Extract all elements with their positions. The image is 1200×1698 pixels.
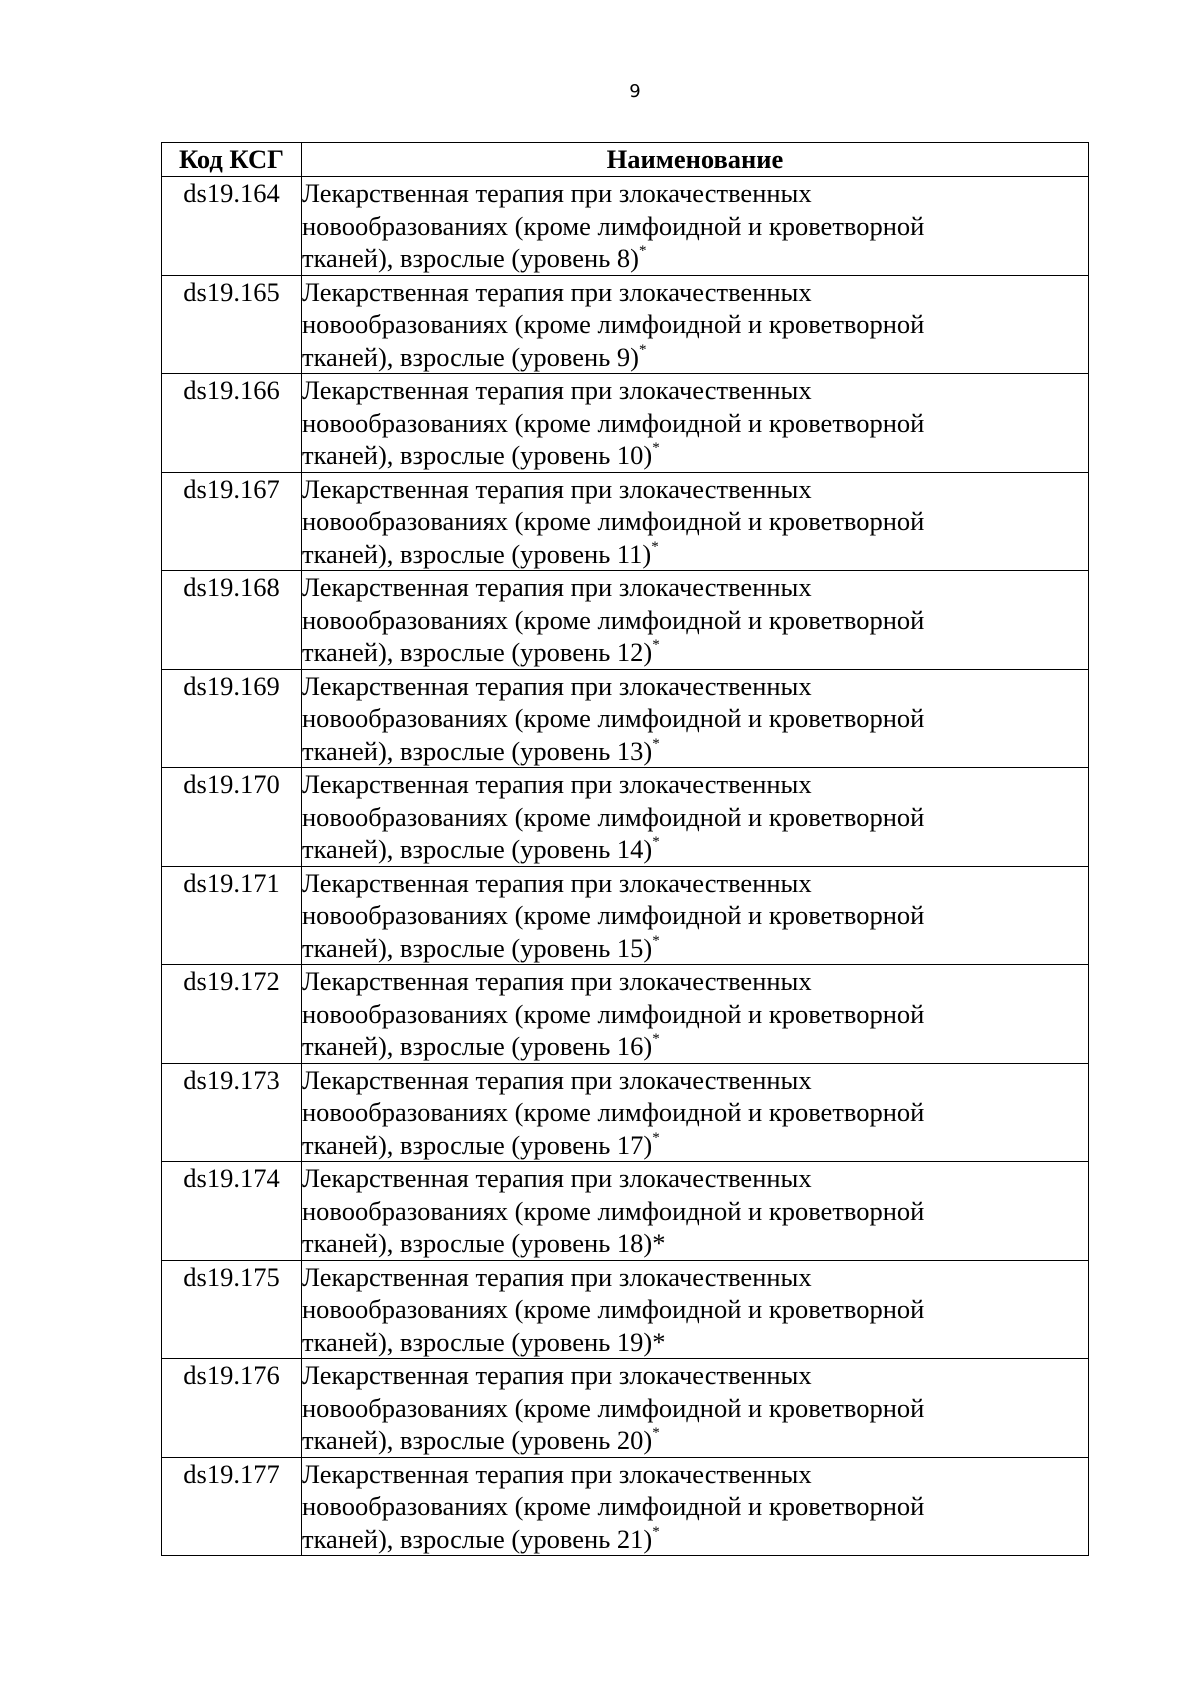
name-line-3-wrap bbox=[302, 242, 1088, 275]
table-row bbox=[162, 472, 1089, 571]
ksg-name-cell bbox=[302, 1359, 1089, 1458]
ksg-code-cell bbox=[162, 1162, 302, 1261]
name-line-3: тканей), взрослые (уровень 19) bbox=[302, 1326, 653, 1357]
ksg-code: ds19.172 bbox=[183, 966, 280, 996]
name-line-2: новообразованиях (кроме лимфоидной и кроветворной bbox=[302, 703, 925, 733]
name-line-2: новообразованиях (кроме лимфоидной и кроветворной bbox=[302, 1195, 925, 1226]
ksg-code: ds19.167 bbox=[183, 473, 280, 504]
table-row bbox=[162, 768, 1089, 867]
table-row bbox=[162, 669, 1089, 768]
ksg-name-cell bbox=[302, 965, 1089, 1064]
ksg-name-cell bbox=[302, 1457, 1089, 1556]
footnote-mark: * bbox=[652, 932, 660, 949]
name-line-3-wrap bbox=[302, 1424, 1088, 1457]
footnote-mark: * bbox=[652, 1326, 666, 1357]
ksg-table bbox=[161, 142, 1089, 1556]
name-line-3: тканей), взрослые (уровень 20) bbox=[302, 1425, 653, 1455]
name-line-2: новообразованиях (кроме лимфоидной и кроветворной bbox=[302, 407, 925, 438]
name-line-3: тканей), взрослые (уровень 13) bbox=[302, 735, 653, 766]
name-line-2: новообразованиях (кроме лимфоидной и кроветворной bbox=[302, 900, 925, 930]
footnote-mark: * bbox=[652, 1129, 660, 1146]
name-line-3-wrap bbox=[302, 735, 1088, 768]
name-line-2: новообразованиях (кроме лимфоидной и кроветворной bbox=[302, 1097, 925, 1127]
table-row bbox=[162, 571, 1089, 670]
ksg-code-cell bbox=[162, 177, 302, 276]
footnote-mark: * bbox=[652, 834, 660, 850]
table-row bbox=[162, 1260, 1089, 1359]
name-line-3-wrap bbox=[302, 439, 1088, 472]
name-line-3: тканей), взрослые (уровень 15) bbox=[302, 932, 653, 963]
footnote-mark: * bbox=[652, 1228, 666, 1258]
footnote-mark: * bbox=[652, 637, 660, 653]
ksg-code: ds19.166 bbox=[183, 375, 280, 405]
name-line-3-wrap bbox=[302, 1129, 1088, 1162]
name-line-1: Лекарственная терапия при злокачественных bbox=[302, 1360, 812, 1390]
name-line-3: тканей), взрослые (уровень 12) bbox=[302, 637, 653, 667]
footnote-mark: * bbox=[652, 1031, 660, 1047]
ksg-code: ds19.169 bbox=[183, 670, 280, 701]
ksg-name-cell bbox=[302, 866, 1089, 965]
name-line-3: тканей), взрослые (уровень 8) bbox=[302, 243, 639, 273]
name-line-3: тканей), взрослые (уровень 11) bbox=[302, 538, 652, 569]
ksg-code-cell bbox=[162, 965, 302, 1064]
name-line-1: Лекарственная терапия при злокачественных bbox=[302, 375, 812, 405]
name-line-3-wrap bbox=[302, 932, 1088, 965]
table-row bbox=[162, 177, 1089, 276]
name-line-1: Лекарственная терапия при злокачественных bbox=[302, 473, 812, 504]
name-line-1: Лекарственная терапия при злокачественных bbox=[302, 1163, 812, 1193]
ksg-code: ds19.174 bbox=[183, 1163, 280, 1193]
ksg-code: ds19.170 bbox=[183, 769, 280, 799]
name-line-2: новообразованиях (кроме лимфоидной и кроветворной bbox=[302, 1392, 925, 1423]
footnote-mark: * bbox=[652, 1425, 660, 1441]
name-line-1: Лекарственная терапия при злокачественных bbox=[302, 1064, 812, 1095]
page-number: 9 bbox=[629, 81, 641, 102]
table-row bbox=[162, 866, 1089, 965]
ksg-code-cell bbox=[162, 571, 302, 670]
name-line-2: новообразованиях (кроме лимфоидной и кроветворной bbox=[302, 506, 925, 536]
ksg-name-cell bbox=[302, 1162, 1089, 1261]
name-line-3: тканей), взрослые (уровень 18) bbox=[302, 1228, 653, 1258]
name-line-3-wrap bbox=[302, 538, 1088, 571]
ksg-name-cell bbox=[302, 275, 1089, 374]
name-line-3: тканей), взрослые (уровень 10) bbox=[302, 440, 653, 470]
ksg-code-cell bbox=[162, 1063, 302, 1162]
name-line-2: новообразованиях (кроме лимфоидной и кроветворной bbox=[302, 309, 925, 339]
table-row bbox=[162, 374, 1089, 473]
footnote-mark: * bbox=[651, 538, 659, 555]
table-row bbox=[162, 1162, 1089, 1261]
footnote-mark: * bbox=[639, 341, 647, 358]
ksg-code: ds19.175 bbox=[183, 1261, 280, 1292]
name-line-3-wrap bbox=[302, 1326, 1088, 1359]
ksg-name-cell bbox=[302, 571, 1089, 670]
name-line-2: новообразованиях (кроме лимфоидной и кроветворной bbox=[302, 1294, 925, 1324]
ksg-code: ds19.164 bbox=[183, 178, 280, 208]
name-line-3-wrap bbox=[302, 833, 1088, 866]
name-line-1: Лекарственная терапия при злокачественных bbox=[302, 867, 812, 898]
name-line-1: Лекарственная терапия при злокачественных bbox=[302, 276, 812, 307]
name-line-3-wrap bbox=[302, 341, 1088, 374]
name-line-3: тканей), взрослые (уровень 16) bbox=[302, 1031, 653, 1061]
footnote-mark: * bbox=[652, 440, 660, 456]
header-name: Наименование bbox=[302, 143, 1089, 177]
ksg-code: ds19.173 bbox=[183, 1064, 280, 1095]
footnote-mark: * bbox=[652, 1523, 660, 1540]
table-row bbox=[162, 1359, 1089, 1458]
name-line-2: новообразованиях (кроме лимфоидной и кроветворной bbox=[302, 1491, 925, 1521]
name-line-1: Лекарственная терапия при злокачественных bbox=[302, 1458, 812, 1489]
name-line-2: новообразованиях (кроме лимфоидной и кроветворной bbox=[302, 604, 925, 635]
ksg-code-cell bbox=[162, 1359, 302, 1458]
header-row bbox=[162, 143, 1089, 177]
footnote-mark: * bbox=[639, 243, 647, 259]
table-row bbox=[162, 1457, 1089, 1556]
ksg-code-cell bbox=[162, 275, 302, 374]
table-body bbox=[162, 177, 1089, 1556]
name-line-3: тканей), взрослые (уровень 9) bbox=[302, 341, 639, 372]
name-line-1: Лекарственная терапия при злокачественных bbox=[302, 670, 812, 701]
name-line-1: Лекарственная терапия при злокачественных bbox=[302, 966, 812, 996]
header-code: Код КСГ bbox=[162, 143, 302, 177]
ksg-code: ds19.168 bbox=[183, 572, 280, 602]
ksg-code-cell bbox=[162, 669, 302, 768]
ksg-name-cell bbox=[302, 177, 1089, 276]
ksg-code-cell bbox=[162, 1260, 302, 1359]
ksg-code-cell bbox=[162, 866, 302, 965]
ksg-code-cell bbox=[162, 1457, 302, 1556]
ksg-code: ds19.177 bbox=[183, 1458, 280, 1489]
name-line-2: новообразованиях (кроме лимфоидной и кроветворной bbox=[302, 210, 925, 241]
table-row bbox=[162, 275, 1089, 374]
ksg-name-cell bbox=[302, 768, 1089, 867]
ksg-name-cell bbox=[302, 374, 1089, 473]
ksg-code-cell bbox=[162, 472, 302, 571]
table-row bbox=[162, 1063, 1089, 1162]
name-line-3-wrap bbox=[302, 1227, 1088, 1260]
name-line-1: Лекарственная терапия при злокачественных bbox=[302, 572, 812, 602]
name-line-2: новообразованиях (кроме лимфоидной и кроветворной bbox=[302, 998, 925, 1029]
table-row bbox=[162, 965, 1089, 1064]
name-line-1: Лекарственная терапия при злокачественных bbox=[302, 769, 812, 799]
name-line-3: тканей), взрослые (уровень 21) bbox=[302, 1523, 653, 1554]
ksg-code-cell bbox=[162, 374, 302, 473]
ksg-code: ds19.171 bbox=[183, 867, 280, 898]
name-line-1: Лекарственная терапия при злокачественных bbox=[302, 1261, 812, 1292]
ksg-name-cell bbox=[302, 472, 1089, 571]
table-header bbox=[162, 143, 1089, 177]
name-line-2: новообразованиях (кроме лимфоидной и кроветворной bbox=[302, 801, 925, 832]
name-line-1: Лекарственная терапия при злокачественных bbox=[302, 178, 812, 208]
name-line-3-wrap bbox=[302, 1523, 1088, 1556]
ksg-code-cell bbox=[162, 768, 302, 867]
ksg-code: ds19.165 bbox=[183, 276, 280, 307]
ksg-code: ds19.176 bbox=[183, 1360, 280, 1390]
ksg-name-cell bbox=[302, 1063, 1089, 1162]
name-line-3-wrap bbox=[302, 1030, 1088, 1063]
footnote-mark: * bbox=[652, 735, 660, 752]
name-line-3: тканей), взрослые (уровень 17) bbox=[302, 1129, 653, 1160]
ksg-name-cell bbox=[302, 669, 1089, 768]
ksg-name-cell bbox=[302, 1260, 1089, 1359]
name-line-3-wrap bbox=[302, 636, 1088, 669]
name-line-3: тканей), взрослые (уровень 14) bbox=[302, 834, 653, 864]
